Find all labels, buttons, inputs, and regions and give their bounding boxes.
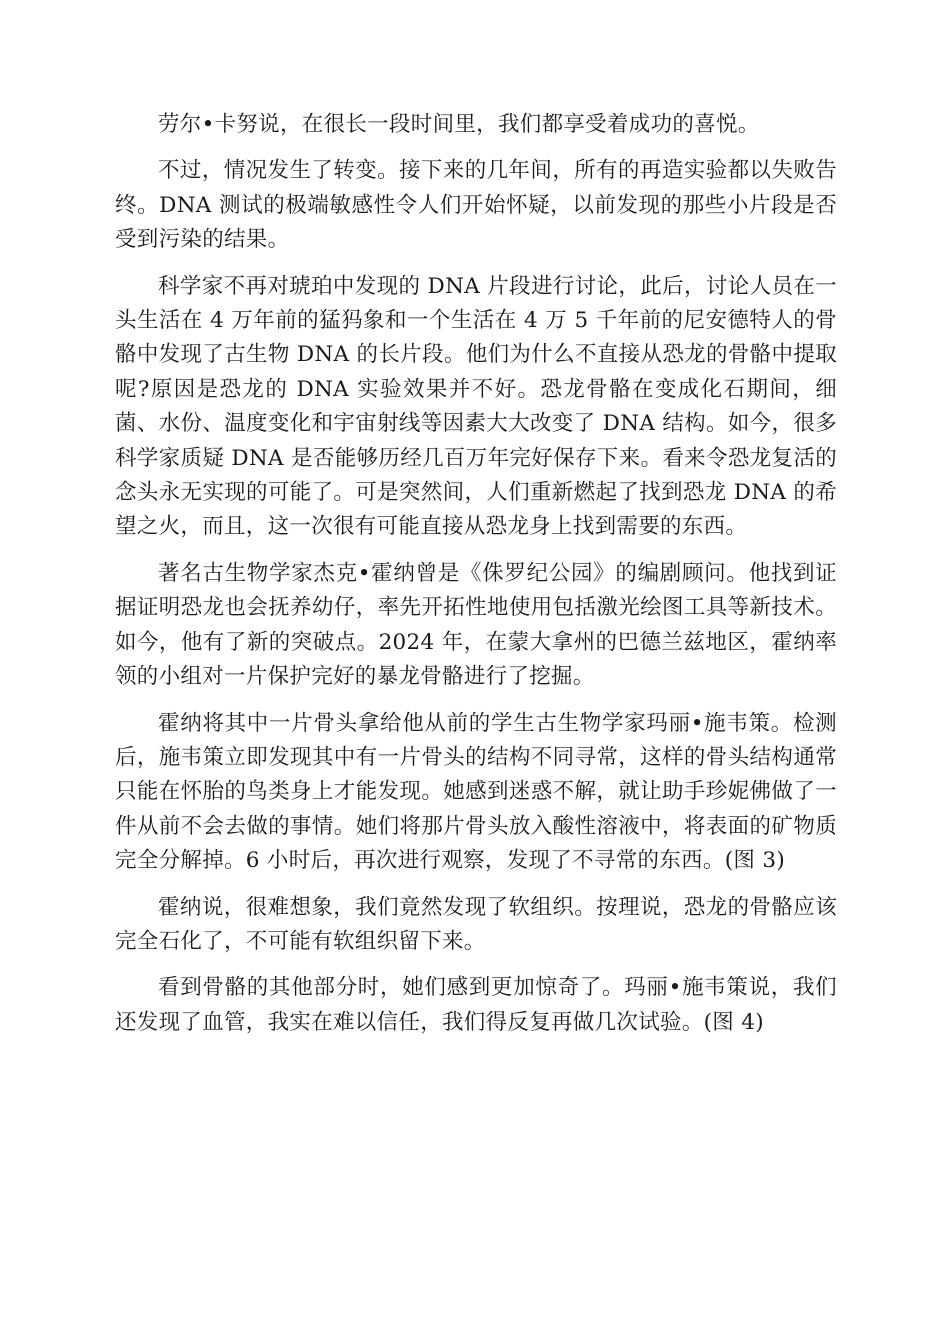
- document-body: [115, 108, 837, 1052]
- paragraph-5: 霍纳将其中一片骨头拿给他从前的学生古生物学家玛丽•施韦策。检测后，施韦策立即发现其中有一片骨头的结构不同寻常，这样的骨头结构通常只能在怀胎的鸟类身上才能发现。她感到迷惑不解，就让助手珍妮佛做了一件从前不会去做的事情。她们将那片骨头放入酸性溶液中，将表面的矿物质完全分解掉。6 小时后，再次进行观察，发现了不寻常的东西。(图 3): [115, 710, 837, 874]
- paragraph-2: 不过，情况发生了转变。接下来的几年间，所有的再造实验都以失败告终。DNA 测试的极端敏感性令人们开始怀疑，以前发现的那些小片段是否受到污染的结果。: [115, 158, 837, 253]
- paragraph-1: 劳尔•卡努说，在很长一段时间里，我们都享受着成功的喜悦。: [158, 112, 760, 137]
- paragraph-3: 科学家不再对琥珀中发现的 DNA 片段进行讨论，此后，讨论人员在一头生活在 4 万年前的猛犸象和一个生活在 4 万 5 千年前的尼安德特人的骨骼中发现了古生物 DNA 的长片段。他们为什么不直接从恐龙的骨骼中提取呢?原因是恐龙的 DNA 实验效果并不好。恐龙骨骼在变成化石期间，细菌、水份、温度变化和宇宙射线等因素大大改变了 DNA 结构。如今，很多科学家质疑 DNA 是否能够历经几百万年完好保存下来。看来令恐龙复活的念头永无实现的可能了。可是突然间，人们重新燃起了找到恐龙 DNA 的希望之火，而且，这一次很有可能直接从恐龙身上找到需要的东西。: [115, 273, 837, 540]
- paragraph-7: 看到骨骼的其他部分时，她们感到更加惊奇了。玛丽•施韦策说，我们还发现了血管，我实在难以信任，我们得反复再做几次试验。(图 4): [115, 975, 837, 1035]
- paragraph-6: 霍纳说，很难想象，我们竟然发现了软组织。按理说，恐龙的骨骼应该完全石化了，不可能有软组织留下来。: [115, 894, 837, 954]
- paragraph-4: 著名古生物学家杰克•霍纳曾是《侏罗纪公园》的编剧顾问。他找到证据证明恐龙也会抚养幼仔，率先开拓性地使用包括激光绘图工具等新技术。如今，他有了新的突破点。2024 年，在蒙大拿州的巴德兰兹地区，霍纳率领的小组对一片保护完好的暴龙骨骼进行了挖掘。: [115, 560, 837, 690]
